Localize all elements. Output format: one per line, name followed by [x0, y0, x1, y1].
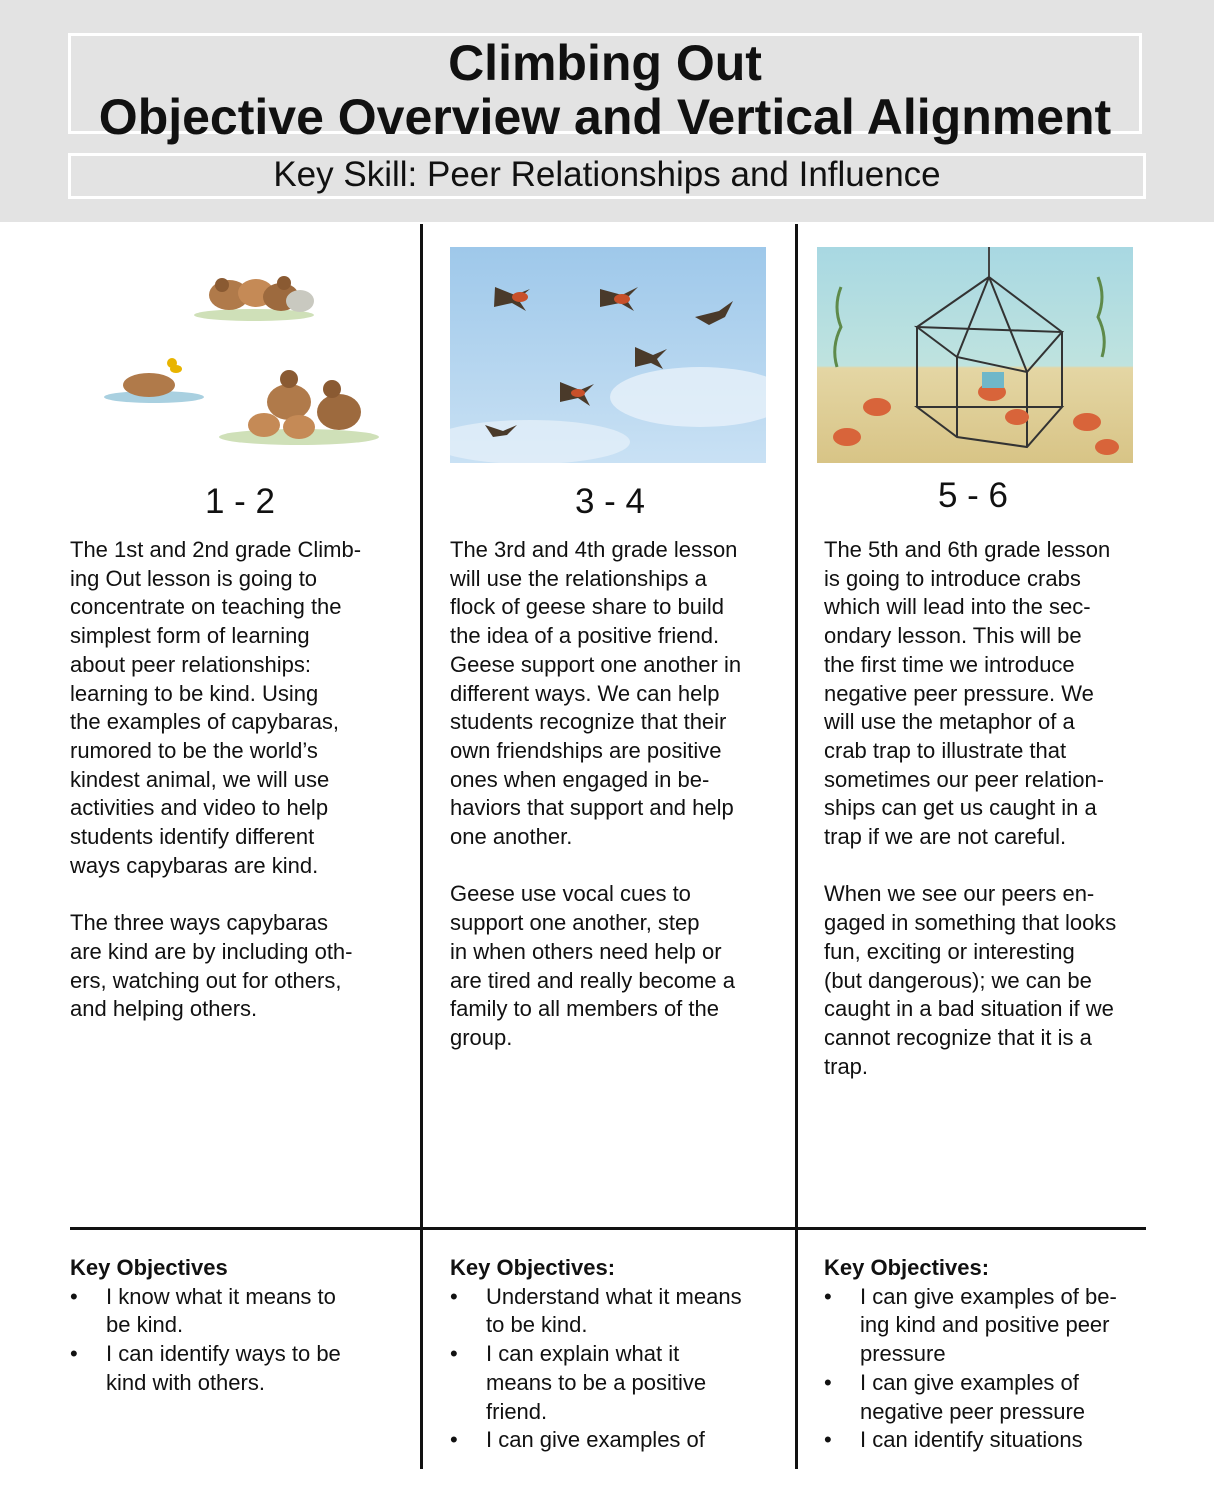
header-banner	[0, 0, 1214, 222]
objective-item: • I can give examples of	[450, 1427, 705, 1453]
column-3-objectives	[824, 1254, 1154, 1455]
objectives-heading: Key Objectives:	[824, 1255, 990, 1280]
column-1-paragraph-2: The three ways capybaras are kind are by including oth- ers, watching out for others, and helping others.	[70, 910, 353, 1022]
column-2-paragraph-1: The 3rd and 4th grade lesson will use the relationships a flock of geese share to build the idea of a positive friend. Geese support one another in different ways. We can help students recognize that their own friendships are positive ones when engaged in be- haviors that support and help one another.	[450, 537, 742, 850]
column-1-objectives	[70, 1254, 410, 1398]
column-3-paragraph-1: The 5th and 6th grade lesson is going to introduce crabs which will lead into the sec- ondary lesson. This will be the first time we introduce negative peer pressure. We will use the metaphor of a crab trap to illustrate that sometimes our peer relation- ships can get us caught in a trap if we are not careful.	[824, 537, 1111, 850]
title-box	[68, 33, 1142, 145]
column-3-text	[824, 536, 1154, 1081]
column-2-text	[450, 536, 790, 1053]
objectives-heading: Key Objectives	[70, 1255, 228, 1280]
objective-item: • I can identify situations	[824, 1427, 1083, 1453]
grade-label-3-4: 3 - 4	[574, 482, 646, 521]
column-1-text	[70, 536, 410, 1024]
page-title: Climbing Out	[448, 35, 762, 91]
page-title-line2: Objective Overview and Vertical Alignment	[98, 89, 1112, 145]
column-1-paragraph-1: The 1st and 2nd grade Climb- ing Out lesson is going to concentrate on teaching the simplest form of learning about peer relationships: learning to be kind. Using the examples of capybaras, rumored to be the world’s kindest animal, we will use activities and video to help students identify different ways capybaras are kind.	[70, 537, 362, 878]
objective-item: • I can identify ways to be kind with others.	[70, 1341, 341, 1395]
geese-image	[450, 247, 766, 463]
objective-item: • I can explain what it means to be a positive friend.	[450, 1341, 707, 1424]
key-skill-subtitle: Key Skill: Peer Relationships and Influence	[68, 153, 1146, 199]
objective-item: • I can give examples of negative peer pressure	[824, 1369, 1086, 1424]
objective-item: • I can give examples of be- ing kind and positive peer pressure	[824, 1283, 1117, 1367]
column-2-objectives	[450, 1254, 790, 1455]
crab-trap-image	[817, 247, 1133, 463]
objectives-heading: Key Objectives:	[450, 1255, 616, 1280]
objectives-divider	[70, 1227, 1146, 1230]
grade-label-5-6: 5 - 6	[937, 476, 1009, 515]
column-divider-2	[795, 224, 798, 1469]
objective-item: • Understand what it means to be kind.	[450, 1283, 742, 1338]
column-3-paragraph-2: When we see our peers en- gaged in something that looks fun, exciting or interesting (but dangerous); we can be caught in a bad situation if we cannot recognize that it is a trap.	[824, 881, 1117, 1079]
objective-item: • I know what it means to be kind.	[70, 1283, 336, 1338]
capybara-image	[84, 247, 400, 463]
column-2-paragraph-2: Geese use vocal cues to support one another, step in when others need help or are tired and really become a family to all members of the group.	[450, 881, 735, 1050]
column-divider-1	[420, 224, 423, 1469]
grade-label-1-2: 1 - 2	[204, 482, 276, 521]
